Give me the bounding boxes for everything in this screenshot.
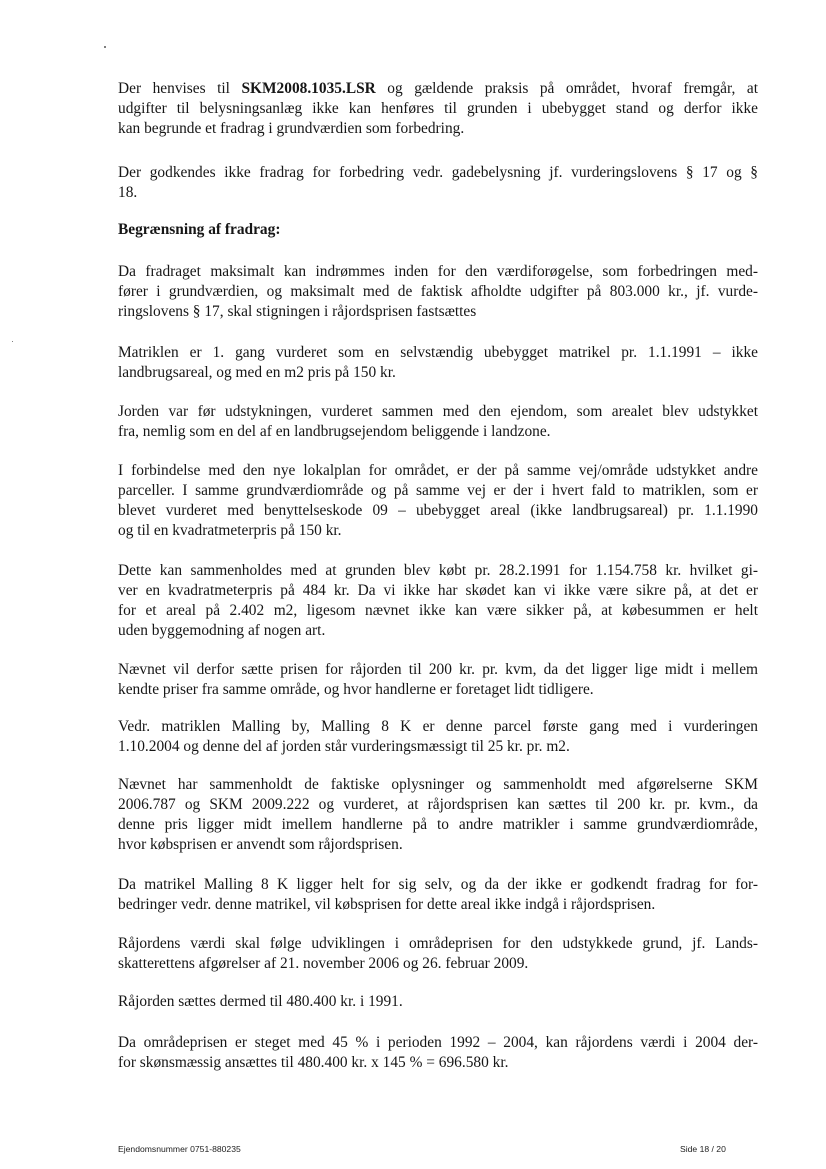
text-line: Råjordens værdi skal følge udviklingen i områdeprisen for den udstykkede grund, jf. Lands- (118, 935, 758, 952)
text-line: uden byggemodning af nogen art. (118, 622, 326, 639)
text-line: udgifter til belysningsanlæg ikke kan henføres til grunden i ubebygget stand og derfor ikke (118, 100, 758, 117)
text: og gældende praksis på området, hvoraf fremgår, at (375, 80, 758, 97)
text-line: fra, nemlig som en del af en landbrugsejendom beliggende i landzone. (118, 423, 551, 440)
paragraph-2004-value (118, 1033, 758, 1073)
text-line: Da fradraget maksimalt kan indrømmes inden for den værdiforøgelse, som forbedringen med- (118, 263, 758, 280)
paragraph-first-valuation (118, 343, 758, 383)
scan-speck (12, 341, 13, 342)
text-line: landbrugsareal, og med en m2 pris på 150 kr. (118, 364, 396, 381)
paragraph-malling-8k (118, 717, 758, 757)
text-line: parceller. I samme grundværdiområde og på samme vej er der i hvert fald to matriklen, som er (118, 482, 758, 499)
paragraph-comparison (118, 775, 758, 855)
text-line: bedringer vedr. denne matrikel, vil købsprisen for dette areal ikke indgå i råjordsprisen. (118, 896, 656, 913)
footer-property-number: Ejendomsnummer 0751-880235 (118, 1144, 241, 1154)
paragraph-no-deduction (118, 163, 758, 203)
paragraph-land-origin (118, 402, 758, 442)
case-reference: SKM2008.1035.LSR (241, 80, 376, 97)
text-line: 18. (118, 184, 138, 201)
paragraph-reference (118, 79, 758, 139)
text-line: kendte priser fra samme område, og hvor handlerne er foretaget lidt tidligere. (118, 681, 594, 698)
scan-speck (104, 46, 106, 48)
text-line: Da områdeprisen er steget med 45 % i perioden 1992 – 2004, kan råjordens værdi i 2004 der- (118, 1034, 758, 1051)
text-line: I forbindelse med den nye lokalplan for området, er der på samme vej/område udstykket andre (118, 462, 758, 479)
paragraph-raw-land-1991 (118, 992, 758, 1012)
text-line: 1.10.2004 og denne del af jorden står vurderingsmæssigt til 25 kr. pr. m2. (118, 738, 570, 755)
text-line: Nævnet har sammenholdt de faktiske oplysninger og sammenholdt med afgørelserne SKM (118, 776, 758, 793)
paragraph-raw-land-value (118, 934, 758, 974)
text-line: Råjorden sættes dermed til 480.400 kr. i 1991. (118, 993, 403, 1010)
text-line: kan begrunde et fradrag i grundværdien som forbedring. (118, 120, 465, 137)
text-line: Jorden var før udstykningen, vurderet sammen med den ejendom, som arealet blev udstykket (118, 403, 758, 420)
text-line: 2006.787 og SKM 2009.222 og vurderet, at råjordsprisen kan sættes til 200 kr. pr. kvm., da (118, 796, 758, 813)
text-line: Matriklen er 1. gang vurderet som en selvstændig ubebygget matrikel pr. 1.1.1991 – ikke (118, 344, 758, 361)
text-line: Nævnet vil derfor sætte prisen for råjorden til 200 kr. pr. kvm, da det ligger lige midt i mellem (118, 661, 758, 678)
text-line: Vedr. matriklen Malling by, Malling 8 K er denne parcel første gang med i vurderingen (118, 718, 758, 735)
text-line: blevet vurderet med benyttelseskode 09 – ubebygget areal (ikke landbrugsareal) pr. 1.1.1990 (118, 502, 758, 519)
text-line: fører i grundværdien, og maksimalt med de faktisk afholdte udgifter på 803.000 kr., jf. vurde- (118, 283, 758, 300)
text-line: Dette kan sammenholdes med at grunden blev købt pr. 28.2.1991 for 1.154.758 kr. hvilket gi- (118, 562, 758, 579)
text-line: denne pris ligger midt imellem handlerne på to andre matrikler i samme grundværdiområde, (118, 816, 758, 833)
paragraph-local-plan (118, 461, 758, 541)
text-line: Da matrikel Malling 8 K ligger helt for sig selv, og da der ikke er godkendt fradrag for for- (118, 876, 758, 893)
section-heading: Begrænsning af fradrag: (118, 221, 281, 238)
text-line: for et areal på 2.402 m2, ligesom nævnet ikke kan være sikker på, at købesummen er helt (118, 602, 758, 619)
text-line: Der godkendes ikke fradrag for forbedring vedr. gadebelysning jf. vurderingslovens § 17 og § (118, 164, 758, 181)
paragraph-purchase-price (118, 561, 758, 641)
text-line: ver en kvadratmeterpris på 484 kr. Da vi ikke har skødet kan vi ikke være sikre på, at det er (118, 582, 758, 599)
footer-page-number: Side 18 / 20 (680, 1144, 726, 1154)
text-line: hvor købsprisen er anvendt som råjordsprisen. (118, 836, 403, 853)
text-line: og til en kvadratmeterpris på 150 kr. (118, 522, 342, 539)
text-line: skatterettens afgørelser af 21. november 2006 og 26. februar 2009. (118, 955, 529, 972)
text-line: ringslovens § 17, skal stigningen i råjordsprisen fastsættes (118, 303, 477, 320)
paragraph-board-price (118, 660, 758, 700)
paragraph-limitation (118, 262, 758, 322)
text-line: for skønsmæssig ansættes til 480.400 kr. x 145 % = 696.580 kr. (118, 1054, 509, 1071)
paragraph-matrikel-separate (118, 875, 758, 915)
text: Der henvises til (118, 80, 242, 97)
